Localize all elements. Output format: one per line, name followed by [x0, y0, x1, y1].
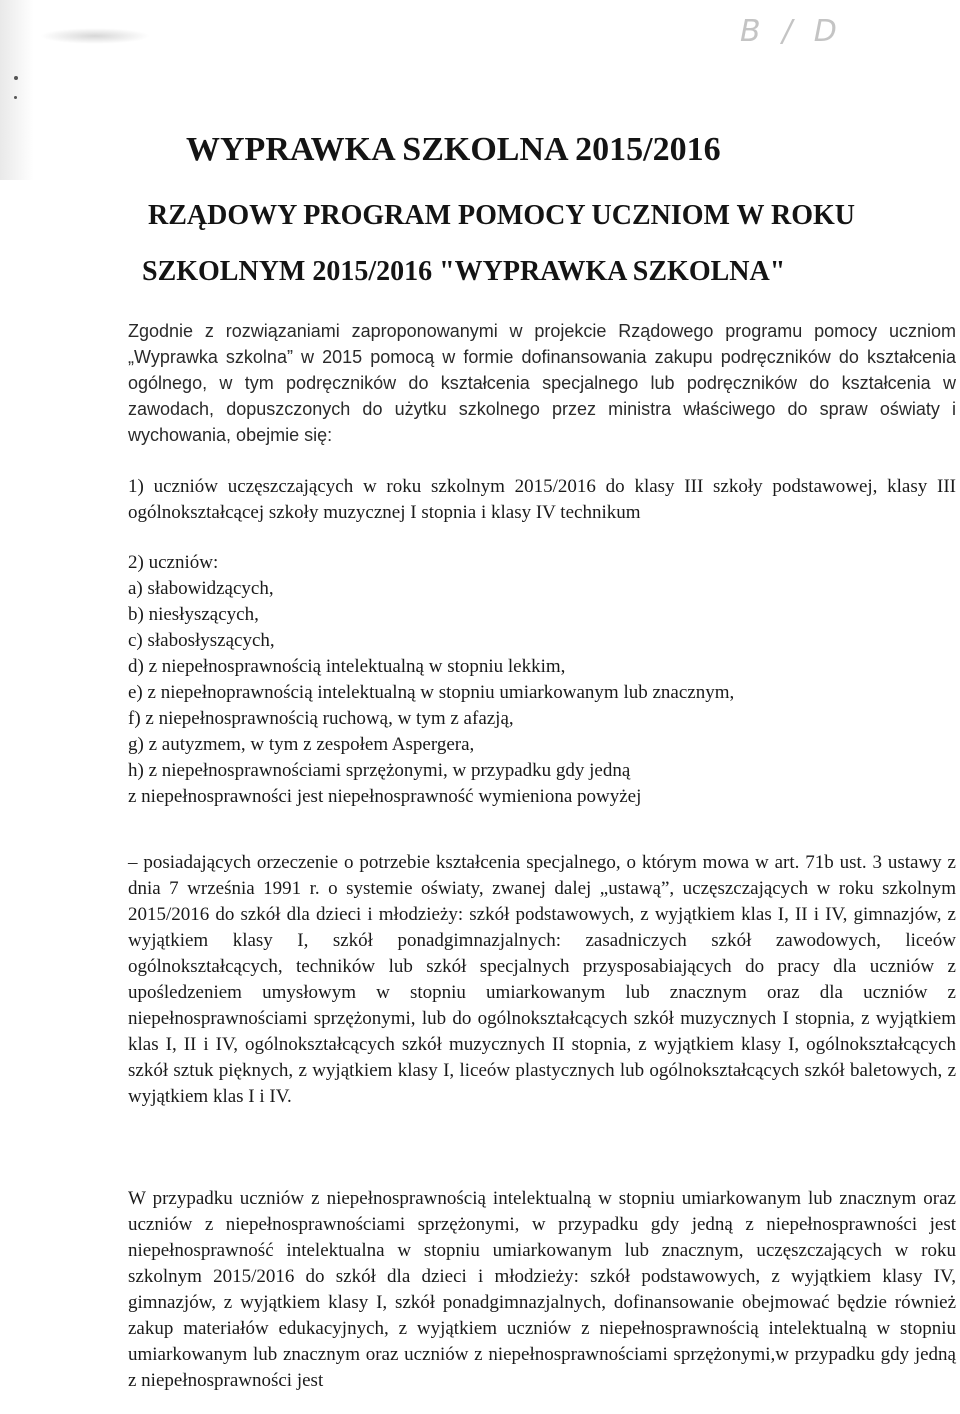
scan-dot [14, 96, 17, 99]
list-item: c) słabosłyszących, [128, 630, 275, 651]
scan-smudge [40, 28, 150, 44]
intellectual-disability-paragraph: W przypadku uczniów z niepełnosprawnością intelektualną w stopniu umiarkowanym lub znacznym oraz uczniów z niepełnosprawnościami sprzężonymi, w przypadku gdy jedną z niepełnosprawności jest niepełnosprawność intelektualna w stopniu umiarkowanym lub znacznym, uczęszczających w roku szkolnym 2015/2016 do szkół dla dzieci i młodzieży: szkół podstawowych, z wyjątkiem klasy IV, gimnazjów, z wyjątkiem klasy I, szkół ponadgimnazjalnych, dofinansowanie obejmować będzie również zakup materiałów edukacyjnych, z wyjątkiem uczniów z niepełnosprawnością intelektualną w stopniu umiarkowanym lub znacznym oraz uczniów z niepełnosprawnościami sprzężonymi,w przypadku gdy jedną z niepełnosprawności jest [128, 1188, 956, 1391]
document-subtitle-line-1: RZĄDOWY PROGRAM POMOCY UCZNIOM W ROKU [148, 200, 855, 231]
eligibility-paragraph: – posiadających orzeczenie o potrzebie kształcenia specjalnego, o którym mowa w art. 71b ust. 3 ustawy z dnia 7 września 1991 r. o systemie oświaty, zwanej dalej „ustawą”, uczęszczających w roku szkolnym 2015/2016 do szkół dla dzieci i młodzieży: szkół podstawowych, z wyjątkiem klas I, II i IV, gimnazjów, z wyjątkiem klasy I, szkół ponadgimnazjalnych: zasadniczych szkół zawodowych, liceów ogólnokształcących, techników lub szkół specjalnych przysposabiających do pracy dla uczniów z upośledzeniem umysłowym w stopniu umiarkowanym lub znacznym oraz dla uczniów z niepełnosprawnościami sprzężonymi, lub do ogólnokształcących szkół muzycznych I stopnia, z wyjątkiem klas I, II i IV, ogólnokształcących szkół muzycznych II stopnia, z wyjątkiem klasy I, ogólnokształcących szkół sztuk pięknych, z wyjątkiem klasy I, liceów plastycznych lub ogólnokształcących szkół baletowych, z wyjątkiem klas I i IV. [128, 852, 956, 1107]
corner-handwritten-mark: B / D [740, 14, 843, 49]
intro-paragraph: Zgodnie z rozwiązaniami zaproponowanymi w projekcie Rządowego programu pomocy uczniom „Wyprawka szkolna” w 2015 pomocą w formie dofinansowania zakupu podręczników do kształcenia ogólnego, w tym podręczników do kształcenia specjalnego lub podręczników do kształcenia w zawodach, dopuszczonych do użytku szkolnego przez ministra właściwego do spraw oświaty i wychowania, obejmie się: [128, 321, 956, 445]
list-item: h) z niepełnosprawnościami sprzężonymi, w przypadku gdy jedną [128, 760, 631, 781]
point-2-heading: 2) uczniów: [128, 552, 219, 573]
scan-dot [14, 76, 18, 80]
list-item: e) z niepełnoprawnością intelektualną w stopniu umiarkowanym lub znacznym, [128, 682, 735, 703]
list-item: d) z niepełnosprawnością intelektualną w stopniu lekkim, [128, 656, 566, 677]
document-subtitle-line-2: SZKOLNYM 2015/2016 "WYPRAWKA SZKOLNA" [142, 256, 786, 287]
list-item: f) z niepełnosprawnością ruchową, w tym z afazją, [128, 708, 514, 729]
list-item: z niepełnosprawności jest niepełnosprawność wymieniona powyżej [128, 786, 642, 807]
point-1-paragraph: 1) uczniów uczęszczających w roku szkolnym 2015/2016 do klasy III szkoły podstawowej, klasy III ogólnokształcącej szkoły muzycznej I stopnia i klasy IV technikum [128, 476, 956, 523]
point-2-list [128, 550, 956, 810]
list-item: a) słabowidzących, [128, 578, 274, 599]
list-item: g) z autyzmem, w tym z zespołem Aspergera, [128, 734, 475, 755]
list-item: b) niesłyszących, [128, 604, 259, 625]
document-title: WYPRAWKA SZKOLNA 2015/2016 [186, 131, 721, 168]
